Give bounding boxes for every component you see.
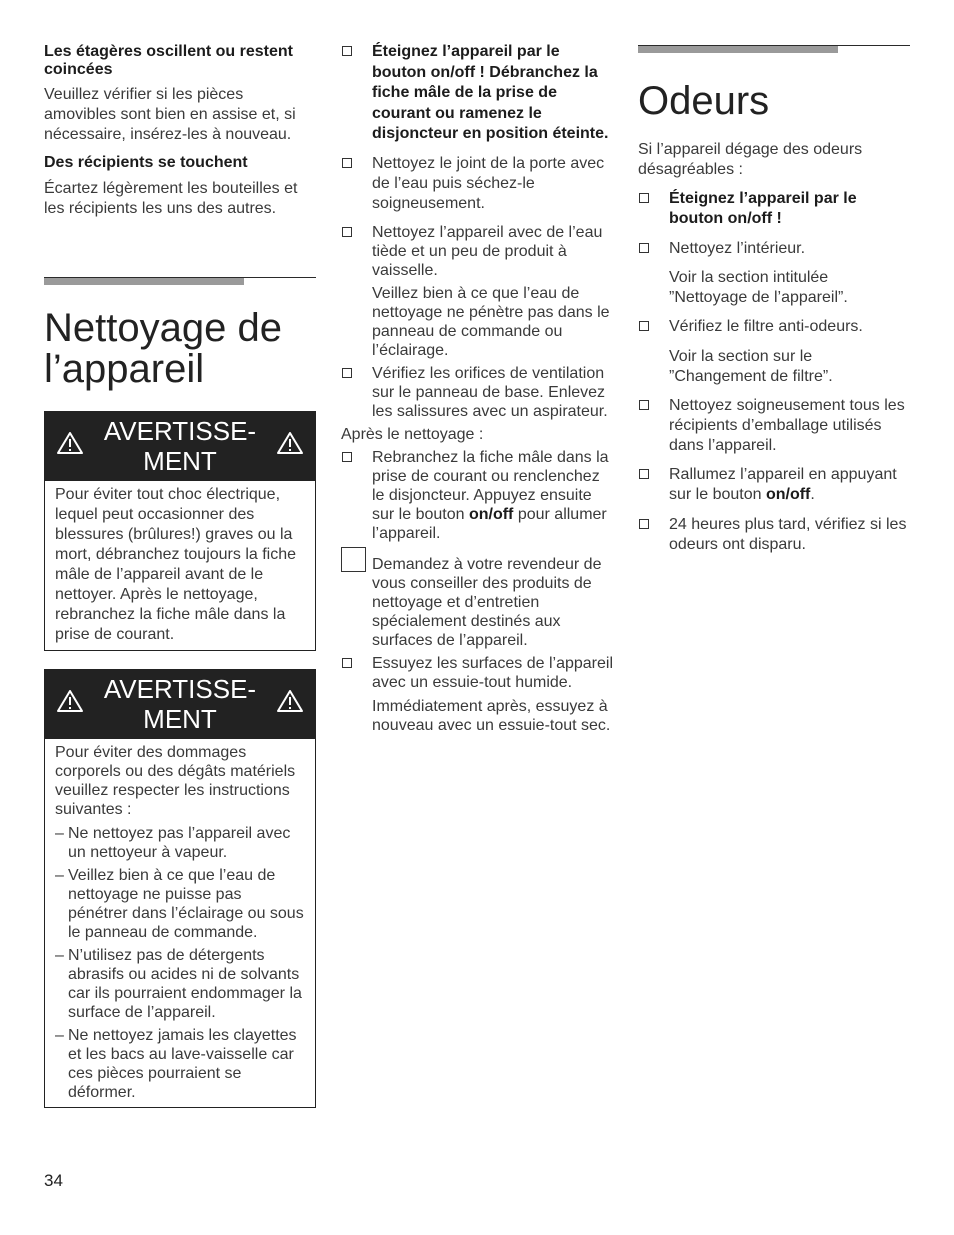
checklist-text: Vérifiez les orifices de ventilation sur le panneau de base. Enlevez les salissures avec un aspirateur. xyxy=(372,364,608,420)
checkbox-icon[interactable] xyxy=(342,368,352,378)
issue-containers xyxy=(44,154,316,219)
checklist-note: Voir la section sur le ”Changement de filtre”. xyxy=(669,348,833,385)
warning-list-text: Veillez bien à ce que l’eau de nettoyage ne puisse pas pénétrer dans l’éclairage ou sous le panneau de commande. xyxy=(68,867,304,941)
checkbox-icon[interactable] xyxy=(342,227,352,237)
divider-bar xyxy=(638,46,838,53)
warning-list-text: Ne nettoyez pas l’appareil avec un nettoyeur à vapeur. xyxy=(68,825,291,861)
checkbox-icon[interactable] xyxy=(342,452,352,462)
middle-column xyxy=(341,40,613,735)
right-column xyxy=(638,40,910,555)
checklist-text: Nettoyez soigneusement tous les récipients d’emballage utilisés dans l’appareil. xyxy=(669,397,905,454)
checkbox-icon[interactable] xyxy=(639,519,649,529)
odeurs-intro: Si l’appareil dégage des odeurs désagréables : xyxy=(638,141,863,178)
issue-title: Des récipients se touchent xyxy=(44,154,248,171)
dash-marker: – xyxy=(55,825,64,842)
warning-title-line1: AVERTISSE- xyxy=(103,416,257,446)
checkbox-icon[interactable] xyxy=(342,658,352,668)
page-number: 34 xyxy=(44,1171,63,1190)
checklist-text-part: Rallumez l’appareil en appuyant sur le bouton xyxy=(669,466,897,503)
warning-title xyxy=(94,416,266,476)
warning-list-item xyxy=(55,824,305,862)
section-divider xyxy=(638,45,910,54)
after-cleaning-label: Après le nettoyage : xyxy=(341,425,484,443)
issue-body: Veuillez vérifier si les pièces amovibles sont bien en assise et, si nécessaire, insérez-les à nouveau. xyxy=(44,86,296,143)
checklist-item xyxy=(638,239,910,308)
checkbox-icon[interactable] xyxy=(639,400,649,410)
checklist-note: Veillez bien à ce que l’eau de nettoyage ne pénètre pas dans le panneau de commande ou l’éclairage. xyxy=(372,284,610,359)
checklist-note: Voir la section intitulée ”Nettoyage de l’appareil”. xyxy=(669,269,848,306)
issue-shelves xyxy=(44,43,316,145)
warning-triangle-icon xyxy=(56,689,84,713)
checklist-text: Nettoyez l’intérieur. xyxy=(669,240,806,257)
warning-header xyxy=(44,411,316,481)
divider-bar xyxy=(44,278,244,285)
checklist-item xyxy=(341,223,613,360)
checklist-text xyxy=(669,466,897,503)
warning-list-item xyxy=(55,946,305,1022)
dash-marker: – xyxy=(55,947,64,964)
checklist-text-part: . xyxy=(810,486,815,503)
warning-list-item xyxy=(55,1026,305,1102)
warning-intro: Pour éviter des dommages corporels ou des dégâts matériels veuillez respecter les instructions suivantes : xyxy=(55,744,296,818)
checklist-item xyxy=(341,448,613,543)
section-title-line2: l’appareil xyxy=(44,347,205,391)
warning-box xyxy=(44,669,316,1108)
checkbox-icon[interactable] xyxy=(639,243,649,253)
warning-triangle-icon xyxy=(56,431,84,455)
warning-header xyxy=(44,669,316,739)
warning-body xyxy=(44,481,316,651)
issue-body: Écartez légèrement les bouteilles et les récipients les uns des autres. xyxy=(44,180,298,217)
checklist-item xyxy=(638,515,910,555)
checklist-text: Éteignez l’appareil par le bouton on/off ! xyxy=(669,190,857,227)
warning-title xyxy=(94,674,266,734)
checkbox-icon[interactable] xyxy=(341,547,366,572)
checklist-item xyxy=(341,654,613,735)
checklist-item xyxy=(341,555,613,650)
checklist-item xyxy=(638,396,910,456)
checkbox-icon[interactable] xyxy=(639,193,649,203)
warning-text: Pour éviter tout choc électrique, lequel peut occasionner des blessures (brûlures!) graves ou la mort, débranchez toujours la fiche mâle de l’appareil avant de le nettoyer. Après le nettoyage, rebranchez la fiche mâle dans la prise de courant. xyxy=(55,486,297,643)
warning-title-line1: AVERTISSE- xyxy=(103,674,257,704)
section-title xyxy=(44,308,316,390)
issue-title: Les étagères oscillent ou restent coincées xyxy=(44,43,293,78)
warning-title-line2: MENT xyxy=(143,704,217,734)
checklist-note: Immédiatement après, essuyez à nouveau avec un essuie-tout sec. xyxy=(372,697,611,734)
warning-body xyxy=(44,739,316,1108)
checklist-text: Demandez à votre revendeur de vous conseiller des produits de nettoyage et d’entretien spécialement destinés aux surfaces de l’appareil. xyxy=(372,555,602,649)
warning-title-line2: MENT xyxy=(143,446,217,476)
checkbox-icon[interactable] xyxy=(639,469,649,479)
checklist-text xyxy=(372,449,609,542)
on-off-label: on/off xyxy=(468,505,514,523)
warning-triangle-icon xyxy=(276,431,304,455)
checklist-text: Vérifiez le filtre anti-odeurs. xyxy=(669,318,863,335)
checklist-text-part: pour allumer l’appareil. xyxy=(372,505,607,542)
dash-marker: – xyxy=(55,1027,64,1044)
section-divider xyxy=(44,277,316,286)
checklist-text: Nettoyez l’appareil avec de l’eau tiède et un peu de produit à vaisselle. xyxy=(372,223,603,279)
checkbox-icon[interactable] xyxy=(639,321,649,331)
checkbox-icon[interactable] xyxy=(342,158,352,168)
left-column xyxy=(44,40,316,1108)
checklist-item xyxy=(638,465,910,505)
checkbox-icon[interactable] xyxy=(342,46,352,56)
section-title-line1: Nettoyage de xyxy=(44,306,282,350)
warning-list-text: N’utilisez pas de détergents abrasifs ou acides ni de solvants car ils pourraient endommager la surface de l’appareil. xyxy=(68,947,302,1021)
warning-list-text: Ne nettoyez jamais les clayettes et les bacs au lave-vaisselle car ces pièces pourraient se déformer. xyxy=(68,1027,297,1101)
checklist-text: 24 heures plus tard, vérifiez si les odeurs ont disparu. xyxy=(669,516,907,553)
checklist-text: Essuyez les surfaces de l’appareil avec un essuie-tout humide. xyxy=(372,654,614,691)
checklist-text-part: Rebranchez la fiche mâle dans la prise de courant ou renclenchez le disjoncteur. Appuyez ensuite sur le bouton xyxy=(372,448,609,523)
on-off-label: on/off xyxy=(765,486,811,503)
warning-triangle-icon xyxy=(276,689,304,713)
checklist-text: Éteignez l’appareil par le bouton on/off ! Débranchez la fiche mâle de la prise de courant ou ramenez le disjoncteur en position éteinte. xyxy=(372,43,609,142)
checklist-item xyxy=(341,364,613,421)
checklist-item xyxy=(341,42,613,145)
warning-list-item xyxy=(55,866,305,942)
checklist-item xyxy=(638,189,910,229)
checklist-item xyxy=(341,154,613,214)
section-title: Odeurs xyxy=(638,79,770,123)
checklist-text: Nettoyez le joint de la porte avec de l’eau puis séchez-le soigneusement. xyxy=(372,154,605,212)
warning-box xyxy=(44,411,316,651)
dash-marker: – xyxy=(55,867,64,884)
checklist-item xyxy=(638,317,910,387)
